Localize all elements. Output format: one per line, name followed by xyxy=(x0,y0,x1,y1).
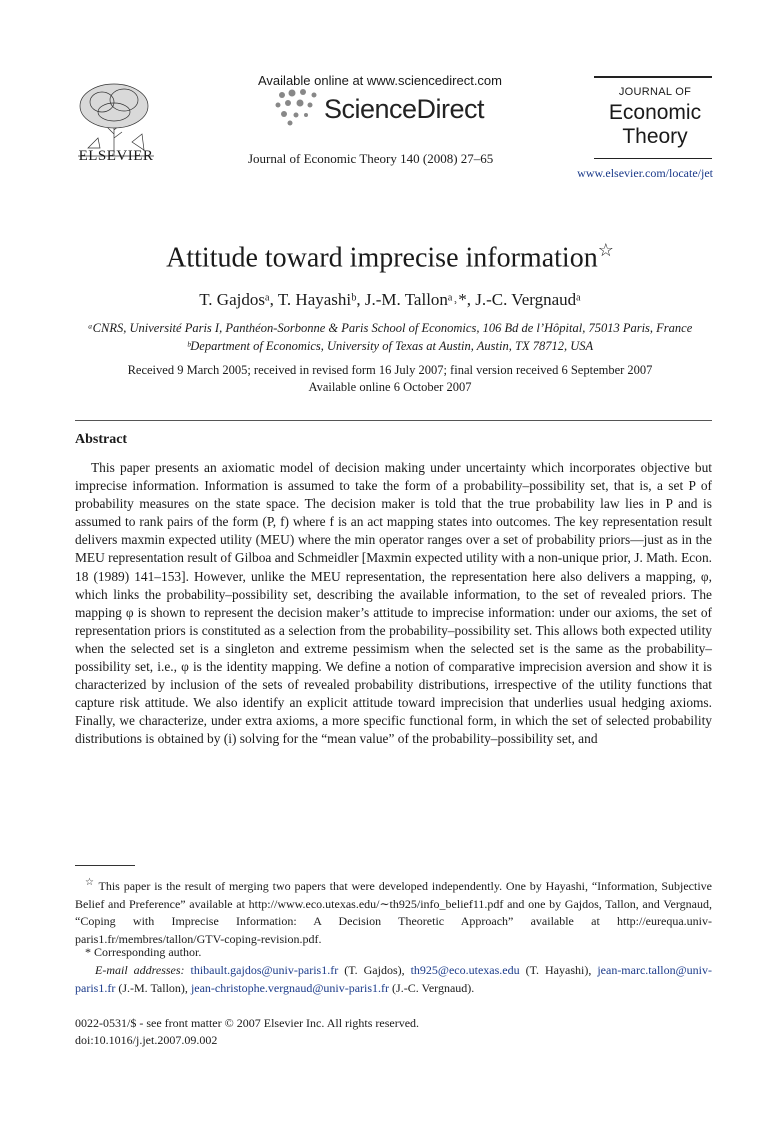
available-online-date: Available online 6 October 2007 xyxy=(308,380,472,394)
abstract-body: This paper presents an axiomatic model of decision making under uncertainty which incorporates objective but imprecise information. Information is assumed to take the form of a probability–possibility set, that is, a set P of probability measures on the state space. The decision maker is told that the true probability law lies in P and is assumed to rank pairs of the form (P, f) where f is an act mapping states into outcomes. The key representation result delivers maxmin expected utility (MEU) where the min operator ranges over a set of probability priors—just as in the MEU representation result of Gilboa and Schmeidler [Maxmin expected utility with a non-unique prior, J. Math. Econ. 18 (1989) 141–153]. However, unlike the MEU representation, the representation here also delivers a mapping, φ, which links the probability–possibility set, describing the available information, to the set of revealed priors. The mapping φ is shown to represent the decision maker’s attitude to imprecise information: under our axioms, the set of representation priors is constituted as a selection from the probability–possibility set. This allows both expected utility when the selected set is a singleton and extreme pessimism when the selected set is the same as the probability–possibility set, i.e., φ is the identity mapping. We define a notion of comparative imprecision aversion and show it is characterized by inclusion of the sets of revealed probability distributions, irrespective of the utility functions that capture risk attitude. We also identify an explicit attitude toward imprecision that underlies usual hedging axioms. Finally, we characterize, under extra axioms, a more specific functional form, in which the set of selected probability distributions is obtained by (i) solving for the “mean value” of the probability–possibility set, and xyxy=(75,460,712,747)
email-link[interactable]: jean-christophe.vergnaud@univ-paris1.fr xyxy=(190,980,390,995)
received-dates: Received 9 March 2005; received in revised form 16 July 2007; final version received 6 September 2007 xyxy=(127,363,653,377)
email-owner: (T. Hayashi), xyxy=(519,963,598,977)
footnote-star-icon: ☆ xyxy=(85,877,95,888)
email-owner: (T. Gajdos), xyxy=(338,963,411,977)
email-owner: (J.-M. Tallon), xyxy=(115,980,191,995)
available-online-text: Available online at www.sciencedirect.com xyxy=(258,73,502,88)
abstract-divider xyxy=(75,420,712,421)
email-owner: (J.-C. Vergnaud). xyxy=(389,980,475,995)
journal-logo-line2: Theory xyxy=(622,125,688,148)
footnote-star-text: This paper is the result of merging two papers that were developed independently. One by Hayashi, “Information, Subjective Belief and Preference” available at http://www.eco.utexas.edu/∼th925/info_belief11.pdf and one by Gajdos, Tallon, and Vergnaud, “Coping with Imprecise Information: A Decision Theoretic Approach” available at http://eurequa.univ-paris1.fr/membres/tallon/GTV-coping-revision.pdf. xyxy=(75,879,712,946)
email-link[interactable]: jean-marc.tallon@univ-paris1.fr xyxy=(75,963,713,995)
publisher-name: ELSEVIER xyxy=(78,148,154,164)
journal-logo-line1: Economic xyxy=(608,101,702,124)
email-addresses xyxy=(75,962,712,997)
affiliation-b: ᵇDepartment of Economics, University of Texas at Austin, Austin, TX 78712, USA xyxy=(186,339,594,353)
author-list: T. Gajdosᵃ, T. Hayashiᵇ, J.-M. Tallonᵃ˒*, J.-C. Vergnaudᵃ xyxy=(199,290,581,309)
affiliation-a: ᵃCNRS, Université Paris I, Panthéon-Sorbonne & Paris School of Economics, 106 Bd de l’Hôpital, 75013 Paris, France xyxy=(87,321,693,335)
journal-logo-small: JOURNAL OF xyxy=(618,86,692,98)
corresponding-author-note: * Corresponding author. xyxy=(85,945,202,959)
email-link[interactable]: thibault.gajdos@univ-paris1.fr xyxy=(190,963,339,977)
abstract-heading: Abstract xyxy=(75,432,128,447)
email-label: E-mail addresses: xyxy=(95,963,185,977)
journal-logo-rule xyxy=(594,76,712,78)
doi-identifier: doi:10.1016/j.jet.2007.09.002 xyxy=(75,1033,218,1047)
sciencedirect-wordmark: ScienceDirect xyxy=(324,94,485,124)
title-footnote-star-icon[interactable]: ☆ xyxy=(597,240,614,260)
title-text: Attitude toward imprecise information xyxy=(166,242,598,274)
journal-citation: Journal of Economic Theory 140 (2008) 27–65 xyxy=(248,151,494,166)
journal-url-link[interactable]: www.elsevier.com/locate/jet xyxy=(577,166,713,180)
email-link[interactable]: th925@eco.utexas.edu xyxy=(410,963,520,977)
article-title xyxy=(0,240,780,274)
footnote-star xyxy=(75,874,712,948)
footnote-divider xyxy=(75,865,135,866)
copyright-notice: 0022-0531/$ - see front matter © 2007 Elsevier Inc. All rights reserved. xyxy=(75,1016,420,1030)
journal-logo-rule-bottom xyxy=(594,158,712,159)
